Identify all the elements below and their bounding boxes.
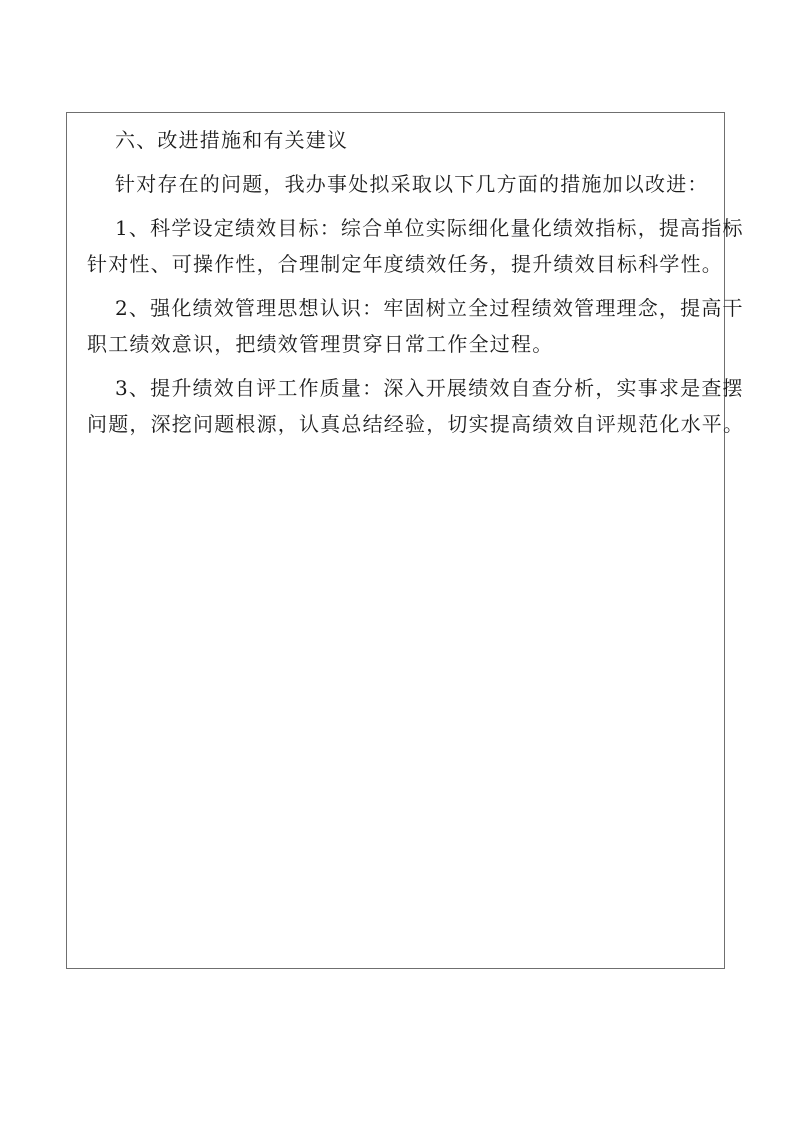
item-2-line-1: 2、强化绩效管理思想认识：牢固树立全过程绩效管理理念，提高干 bbox=[115, 296, 744, 320]
item-3-line-2: 问题，深挖问题根源，认真总结经验，切实提高绩效自评规范化水平。 bbox=[87, 412, 745, 436]
document-frame bbox=[66, 112, 745, 969]
item-1-line-1: 1、科学设定绩效目标：综合单位实际细化量化绩效指标，提高指标 bbox=[115, 216, 744, 240]
intro-paragraph: 针对存在的问题，我办事处拟采取以下几方面的措施加以改进： bbox=[115, 172, 709, 196]
item-1-line-2: 针对性、可操作性，合理制定年度绩效任务，提升绩效目标科学性。 bbox=[87, 252, 723, 276]
section-heading: 六、改进措施和有关建议 bbox=[115, 128, 349, 152]
item-2-line-2: 职工绩效意识，把绩效管理贯穿日常工作全过程。 bbox=[87, 332, 554, 356]
item-3-line-1: 3、提升绩效自评工作质量：深入开展绩效自查分析，实事求是查摆 bbox=[115, 376, 744, 400]
